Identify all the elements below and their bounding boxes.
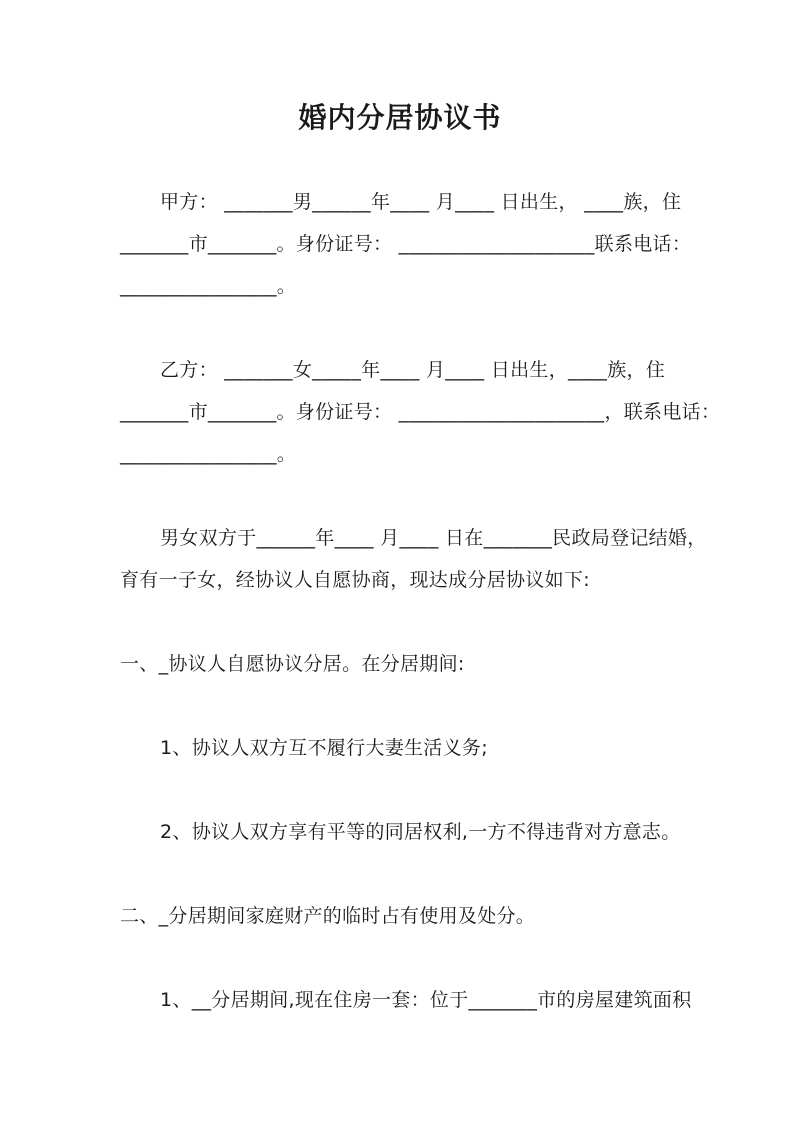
section-1-item-1: 1、协议人双方互不履行大妻生活义务;	[160, 737, 488, 759]
section-1-heading: 一、_协议人自愿协议分居。在分居期间:	[120, 653, 465, 675]
marriage-line-2: 育有一子女，经协议人自愿协商，现达成分居协议如下:	[120, 569, 590, 591]
section-2-item-1: 1、__分居期间,现在住房一套：位于_______市的房屋建筑面积	[160, 989, 692, 1011]
marriage-line-1: 男女双方于______年____ 月____ 日在_______民政局登记结婚，	[160, 527, 707, 549]
party-a-line-1: 甲方： _______男______年____ 月____ 日出生， ____族，住	[160, 191, 682, 213]
document-title: 婚内分居协议书	[298, 101, 502, 134]
section-2-heading: 二、_分居期间家庭财产的临时占有使用及处分。	[120, 905, 536, 927]
party-a-line-3: ________________。	[120, 275, 297, 297]
party-b-line-1: 乙方： _______女_____年____ 月____ 日出生，____族，住	[160, 359, 666, 381]
party-b-line-3: ________________。	[120, 443, 297, 465]
section-1-item-2: 2、协议人双方享有平等的同居权利,一方不得违背对方意志。	[160, 821, 681, 843]
party-b-line-2: _______市_______。身份证号： _____________________，联系电话：	[120, 401, 721, 423]
party-a-line-2: _______市_______。身份证号： ____________________联系电话：	[120, 233, 692, 255]
